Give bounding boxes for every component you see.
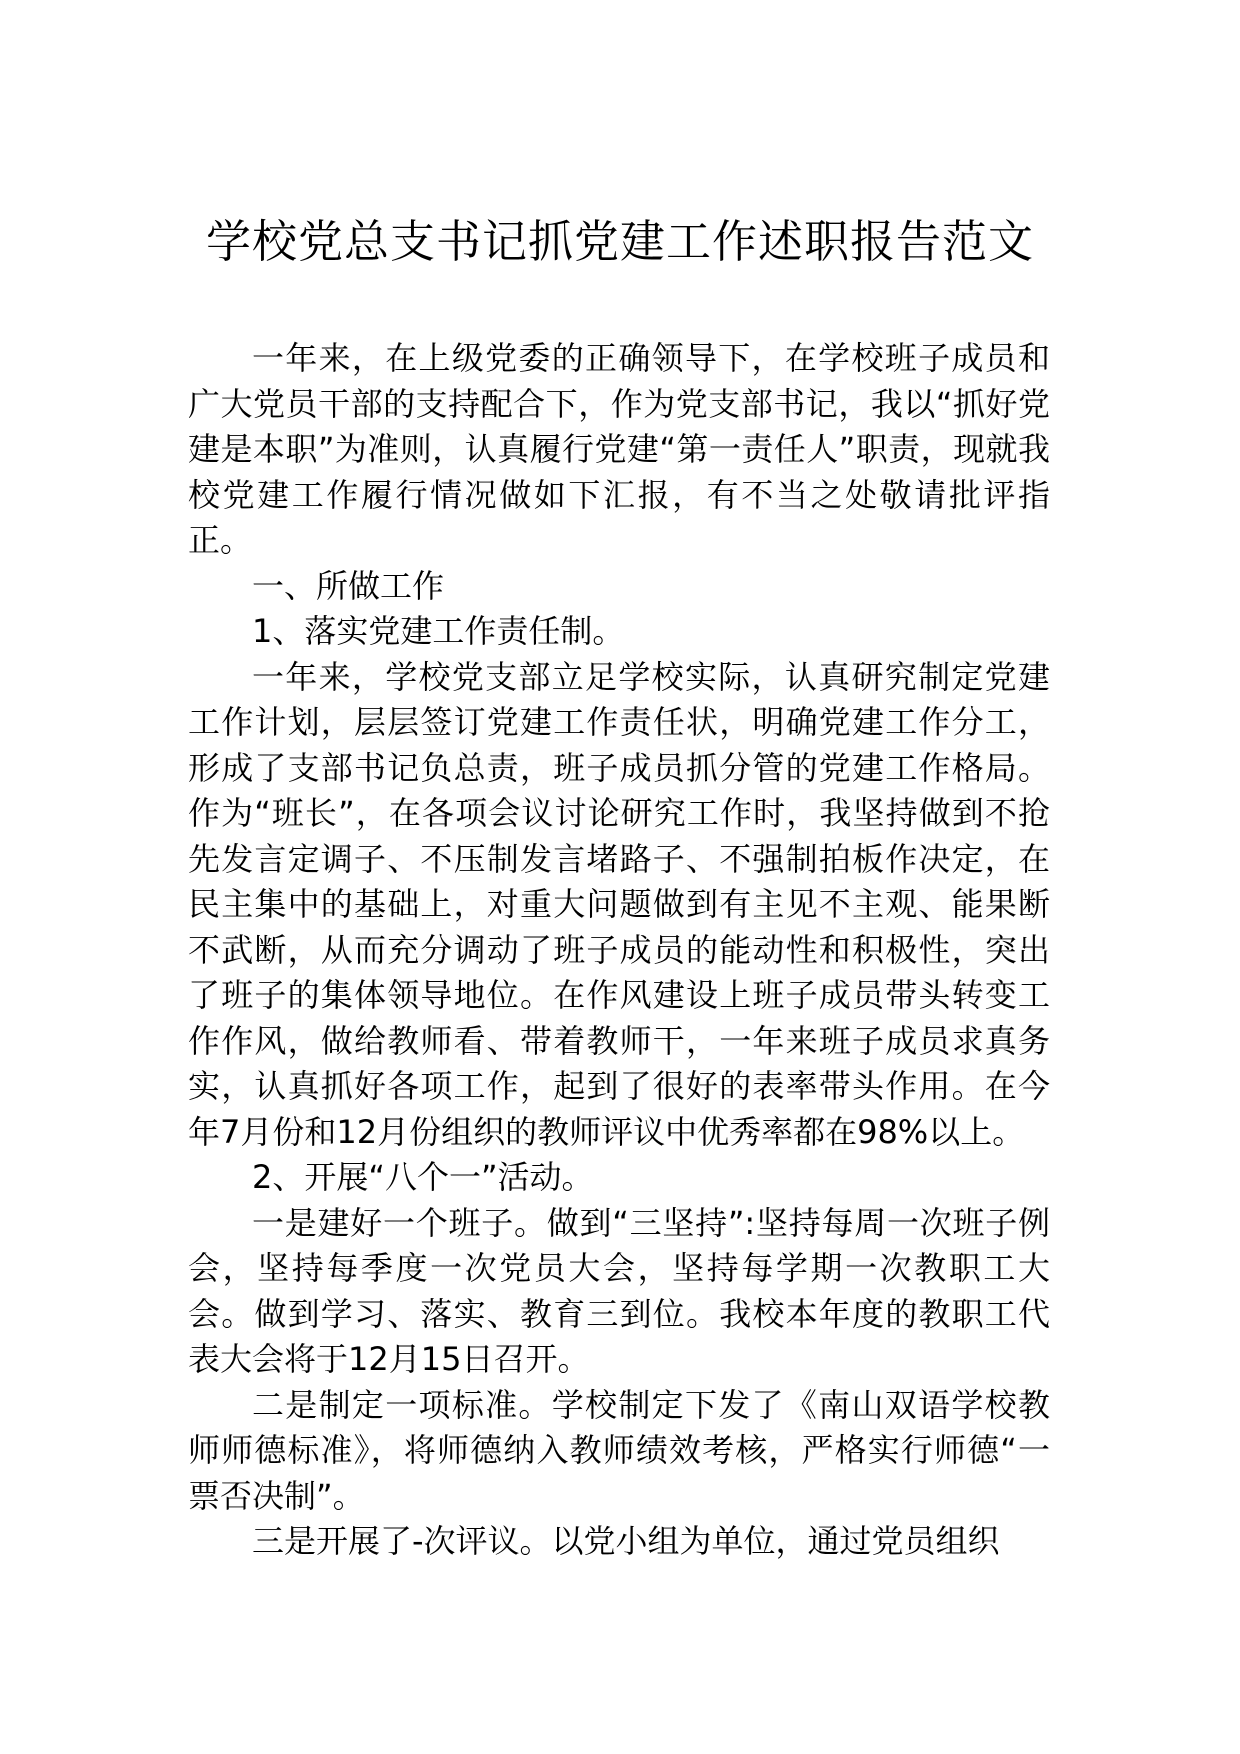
paragraph-evaluation: 三是开展了-次评议。以党小组为单位，通过党员组织 (252, 1522, 1000, 1560)
paragraph-intro: 一年来，在上级党委的正确领导下，在学校班子成员和广大党员干部的支持配合下，作为党支部书记，我以“抓好党建是本职”为准则，认真履行党建“第一责任人”职责，现就我校党建工作履行情况做如下汇报，有不当之处敬请批评指正。 (188, 339, 1050, 559)
document-title: 学校党总支书记抓党建工作述职报告范文 (205, 215, 1034, 268)
paragraph-build-team: 一是建好一个班子。做到“三坚持”:坚持每周一次班子例会，坚持每季度一次党员大会，坚持每学期一次教职工大会。做到学习、落实、教育三到位。我校本年度的教职工代表大会将于12月15日召开。 (188, 1203, 1050, 1378)
subheading-eight-ones-activity: 2、开展“八个一”活动。 (252, 1158, 594, 1196)
paragraph-responsibility-system: 一年来，学校党支部立足学校实际，认真研究制定党建工作计划，层层签订党建工作责任状，明确党建工作分工，形成了支部书记负总责，班子成员抓分管的党建工作格局。作为“班长”，在各项会议讨论研究工作时，我坚持做到不抢先发言定调子、不压制发言堵路子、不强制拍板作决定，在民主集中的基础上，对重大问题做到有主见不主观、能果断不武断，从而充分调动了班子成员的能动性和积极性，突出了班子的集体领导地位。在作风建设上班子成员带头转变工作作风，做给教师看、带着教师干，一年来班子成员求真务实，认真抓好各项工作，起到了很好的表率带头作用。在今年7月份和12月份组织的教师评议中优秀率都在98%以上。 (188, 657, 1050, 1151)
paragraph-set-standard: 二是制定一项标准。学校制定下发了《南山双语学校教师师德标准》，将师德纳入教师绩效考核，严格实行师德“一票否决制”。 (188, 1385, 1050, 1515)
document-body (188, 336, 1050, 1565)
subheading-responsibility-system: 1、落实党建工作责任制。 (252, 612, 625, 650)
section-heading-work-done: 一、所做工作 (252, 566, 445, 605)
